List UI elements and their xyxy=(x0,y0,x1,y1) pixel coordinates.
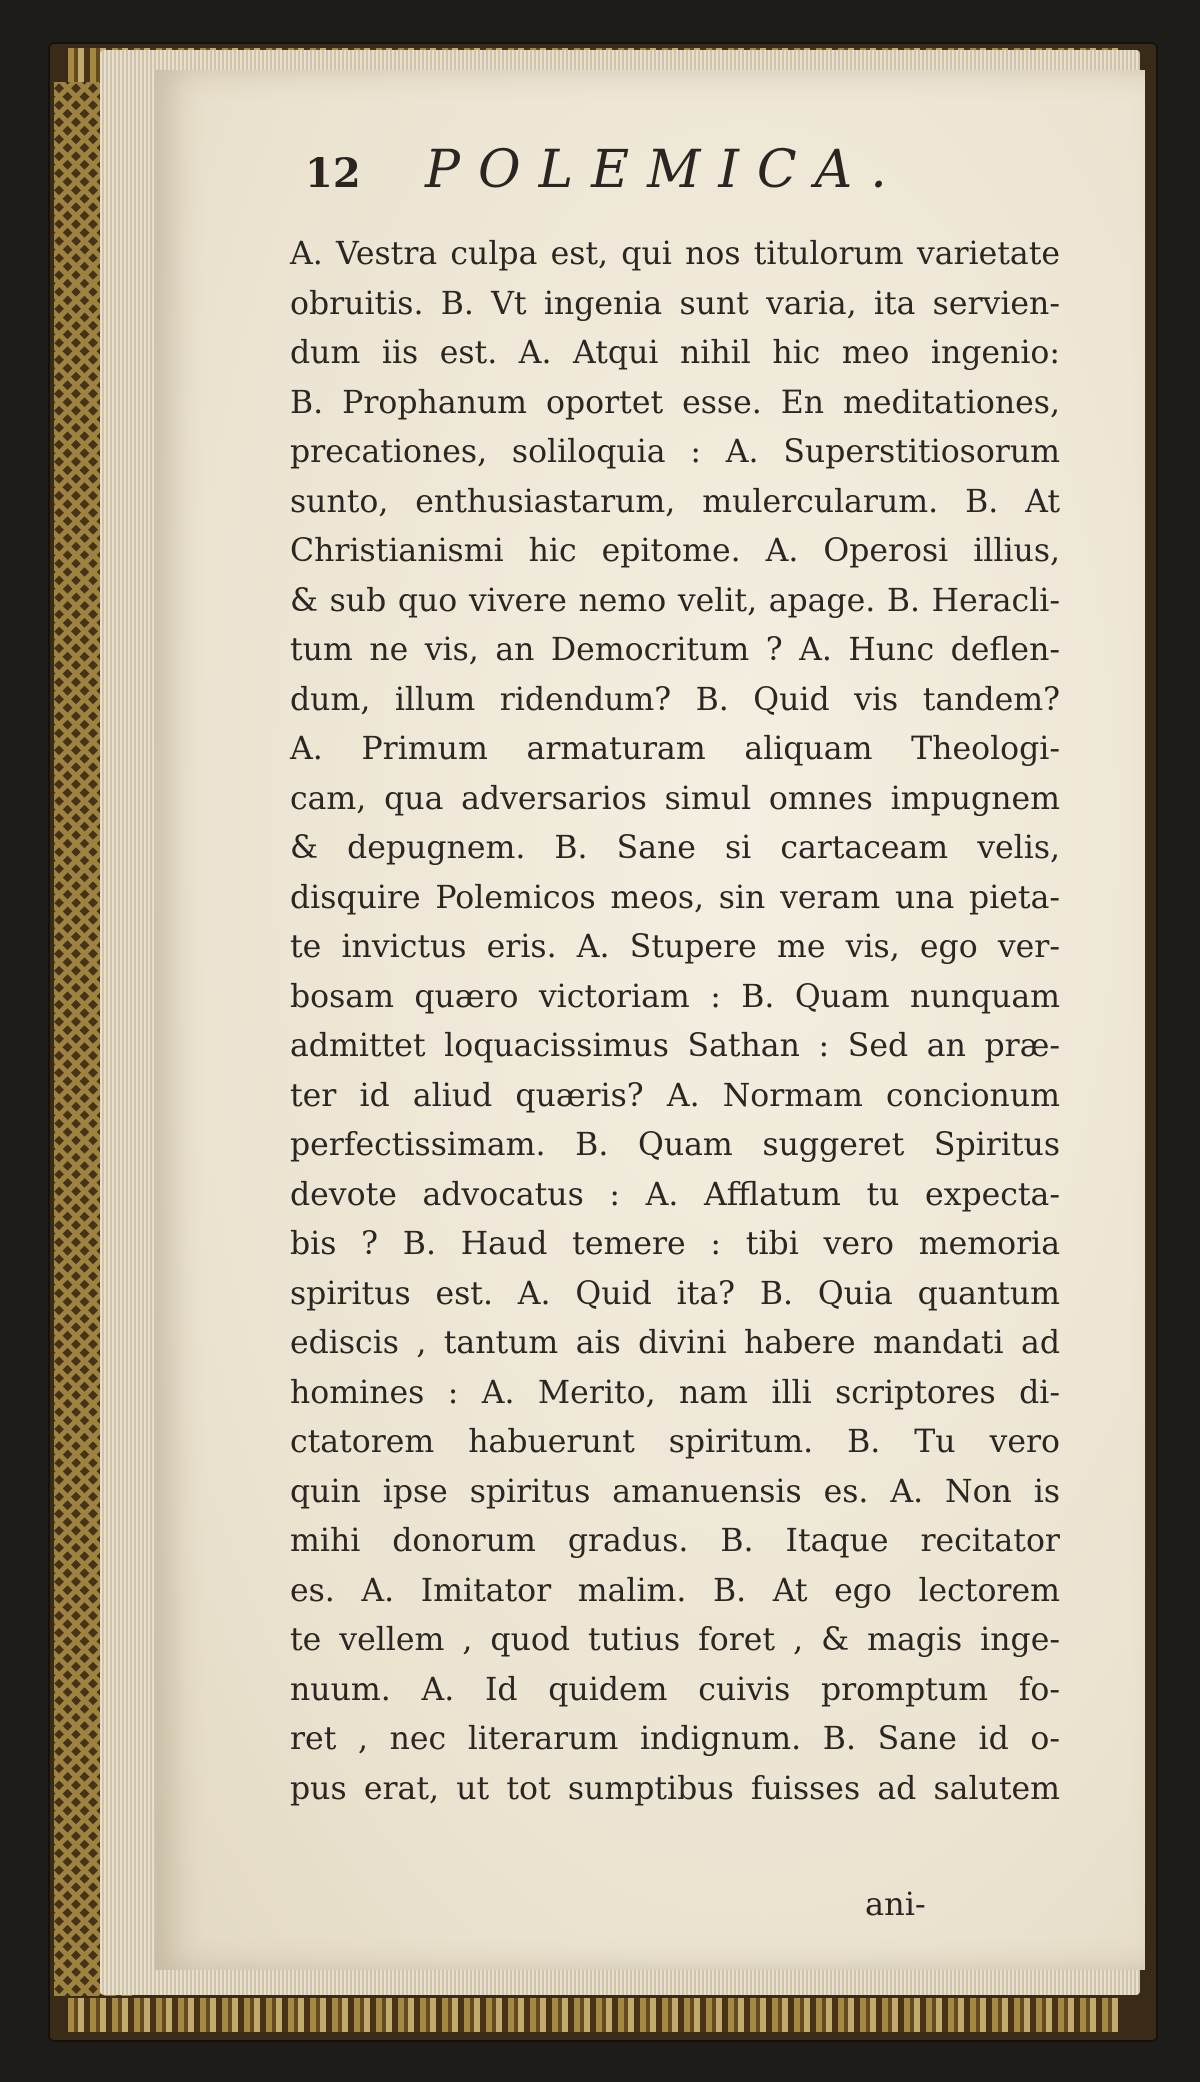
text-line: admittet loquacissimus Sathan : Sed an præ- xyxy=(290,1028,1060,1064)
page xyxy=(155,70,1145,1970)
running-head: POLEMICA. xyxy=(425,140,905,200)
text-line: & depugnem. B. Sane si cartaceam velis, xyxy=(290,830,1060,866)
text-line: obruitis. B. Vt ingenia sunt varia, ita servien- xyxy=(290,285,1060,322)
text-line: es. A. Imitator malim. B. At ego lectorem xyxy=(290,1572,1060,1609)
text-line: dum, illum ridendum? B. Quid vis tandem? xyxy=(290,681,1060,718)
text-line: sunto, enthusiastarum, mulercularum. B. At xyxy=(290,483,1060,520)
text-line: pus erat, ut tot sumptibus fuisses ad salutem xyxy=(290,1770,1060,1807)
text-line: te vellem , quod tutius foret , & magis inge- xyxy=(290,1622,1060,1658)
text-line: homines : A. Merito, nam illi scriptores di- xyxy=(290,1374,1060,1411)
text-line: A. Primum armaturam aliquam Theologi- xyxy=(290,731,1060,767)
gilt-tooling-bottom xyxy=(68,1998,1118,2032)
text-line: mihi donorum gradus. B. Itaque recitator xyxy=(290,1523,1060,1559)
text-line: & sub quo vivere nemo velit, apage. B. Heracli- xyxy=(290,582,1060,619)
page-number: 12 xyxy=(305,150,361,197)
text-line: precationes, soliloquia : A. Superstitiosorum xyxy=(290,434,1060,470)
text-line: ret , nec literarum indignum. B. Sane id o- xyxy=(290,1721,1060,1757)
text-line: ediscis , tantum ais divini habere mandati ad xyxy=(290,1325,1060,1361)
text-line: ctatorem habuerunt spiritum. B. Tu vero xyxy=(290,1424,1060,1460)
body-text xyxy=(290,230,1060,1814)
catchword: ani- xyxy=(865,1885,926,1923)
text-line: quin ipse spiritus amanuensis es. A. Non is xyxy=(290,1473,1060,1510)
text-line: spiritus est. A. Quid ita? B. Quia quantum xyxy=(290,1275,1060,1312)
text-line: perfectissimam. B. Quam suggeret Spiritus xyxy=(290,1127,1060,1163)
text-line: tum ne vis, an Democritum ? A. Hunc deflen- xyxy=(290,632,1060,668)
text-line: bosam quæro victoriam : B. Quam nunquam xyxy=(290,978,1060,1015)
text-line: devote advocatus : A. Afflatum tu expecta- xyxy=(290,1176,1060,1213)
text-line: nuum. A. Id quidem cuivis promptum fo- xyxy=(290,1671,1060,1708)
text-line: bis ? B. Haud temere : tibi vero memoria xyxy=(290,1226,1060,1262)
page-header xyxy=(305,140,1085,220)
text-line: ter id aliud quæris? A. Normam concionum xyxy=(290,1077,1060,1114)
text-line: te invictus eris. A. Stupere me vis, ego ver- xyxy=(290,929,1060,965)
text-line: B. Prophanum oportet esse. En meditationes, xyxy=(290,384,1060,421)
text-line: dum iis est. A. Atqui nihil hic meo ingenio: xyxy=(290,335,1060,371)
text-line: A. Vestra culpa est, qui nos titulorum varietate xyxy=(290,236,1060,272)
text-line: Christianismi hic epitome. A. Operosi illius, xyxy=(290,533,1060,569)
text-line: disquire Polemicos meos, sin veram una pieta- xyxy=(290,879,1060,916)
text-line: cam, qua adversarios simul omnes impugnem xyxy=(290,780,1060,817)
